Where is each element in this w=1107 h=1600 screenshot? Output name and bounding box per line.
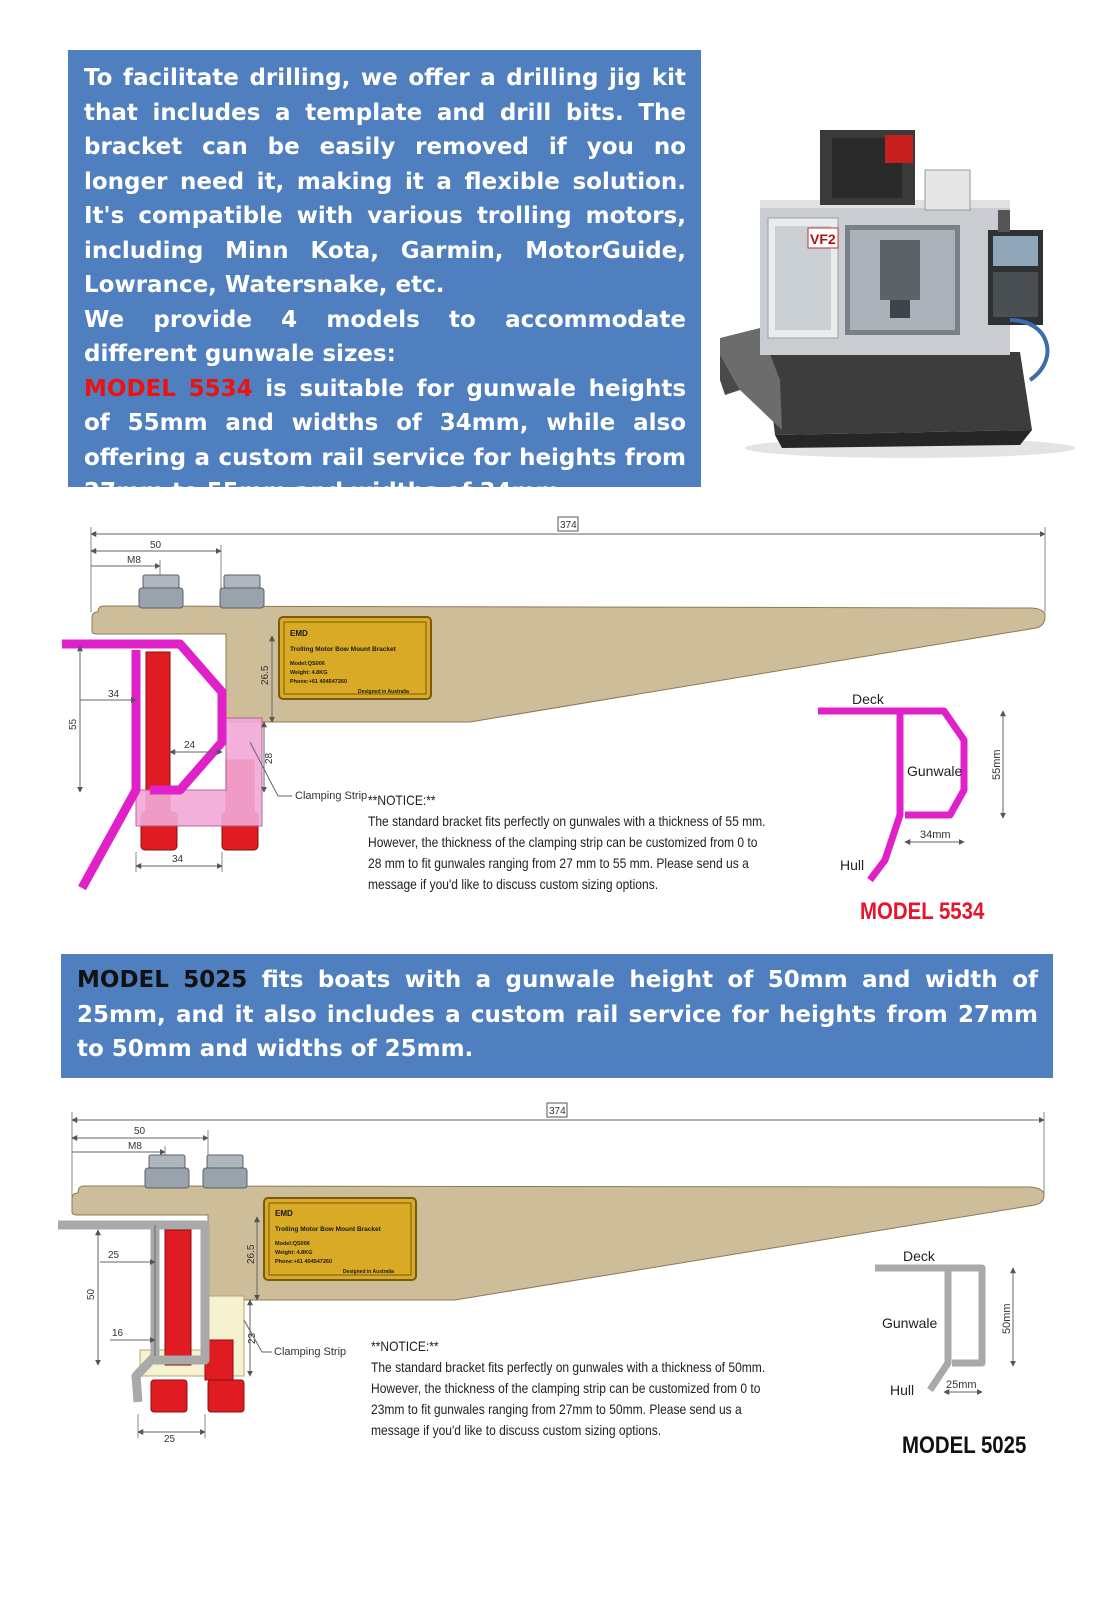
model-5025-name: MODEL 5025 [77,967,248,993]
profile-hull-label: Hull [890,1382,915,1398]
plate-designed: Designed in Australia [358,689,409,695]
profile-gunwale-label: Gunwale [907,763,963,779]
plate-title: Trolling Motor Bow Mount Bracket [275,1226,381,1233]
notice-5534 [368,790,766,895]
profile-height-dim: 50mm [1001,1303,1013,1334]
notice-5025-line-1: The standard bracket fits perfectly on gunwales with a thickness of 50mm. [371,1359,766,1375]
plate-phone: Phone:+61 404547260 [275,1259,333,1265]
dim-55: 55 [68,718,79,730]
intro-paragraph-3 [84,372,686,510]
dim-24: 24 [184,740,196,751]
notice-5534-line-3: 28 mm to fit gunwales ranging from 27 mm to 55 mm. Please send us a [368,855,749,871]
notice-5025-line-2: However, the thickness of the clamping strip can be customized from 0 to [371,1380,761,1396]
plate-phone: Phone:+61 404547260 [290,679,348,685]
notice-5025-line-3: 23mm to fit gunwales ranging from 27mm to 50mm. Please send us a [371,1401,742,1417]
machine-badge: VF2 [810,231,836,247]
intro-paragraph-1: To facilitate drilling, we offer a drilling jig kit that includes a template and drill bits. The bracket can be easily removed if you no longer need it, making it a flexible solution. It's compatible with various trolling motors, including Minn Kota, Garmin, MotorGuide, Lowrance, Watersnake, etc. [84,65,686,298]
clamping-strip-label: Clamping Strip [295,790,368,802]
dim-16: 16 [112,1328,124,1339]
nut-right [220,575,264,608]
plate-brand: EMD [290,629,308,638]
dim-26-5: 26.5 [246,1244,257,1264]
dim-m8: M8 [127,555,141,566]
dim-50: 50 [150,540,162,551]
intro-text-box [68,50,701,505]
plate-title: Trolling Motor Bow Mount Bracket [290,646,396,653]
model-5025-text-box [61,954,1053,1078]
notice-5025-title: **NOTICE:** [371,1338,439,1354]
model-5534-name: MODEL 5534 [84,375,253,402]
dim-25-bottom: 25 [164,1434,176,1445]
dim-25-top: 25 [108,1250,120,1261]
notice-5534-title: **NOTICE:** [368,792,436,808]
notice-5025 [371,1336,765,1441]
notice-5025-line-4: message if you'd like to discuss custom sizing options. [371,1422,662,1438]
cnc-machine-image [720,130,1080,460]
notice-5534-line-2: However, the thickness of the clamping strip can be customized from 0 to [368,834,758,850]
dim-374: 374 [560,520,577,531]
model-5025-label: MODEL 5025 [902,1432,1027,1459]
nut-left [145,1155,189,1188]
notice-5534-line-4: message if you'd like to discuss custom sizing options. [368,876,659,892]
model-5534-label: MODEL 5534 [860,898,985,925]
profile-gunwale-label: Gunwale [882,1315,938,1331]
nut-right [203,1155,247,1188]
plate-weight: Weight: 4.8KG [275,1250,313,1256]
model-5534-description: is suitable for gunwale heights of 55mm and widths of 34mm, while also offering a custom rail service for heights from 27mm to 55mm and widths of 34mm. [84,375,687,505]
plate-weight: Weight: 4.8KG [290,670,328,676]
intro-paragraph-2: We provide 4 models to accommodate different gunwale sizes: [84,306,686,367]
dim-374: 374 [549,1106,566,1117]
plate-model: Model:QS006 [275,1241,310,1247]
dim-34-top: 34 [108,689,120,700]
dim-28: 28 [264,752,275,764]
notice-5534-line-1: The standard bracket fits perfectly on gunwales with a thickness of 55 mm. [368,813,766,829]
profile-deck-label: Deck [852,691,884,707]
plate-designed: Designed in Australia [343,1269,394,1275]
plate-model: Model:QS006 [290,661,325,667]
model-5025-description: fits boats with a gunwale height of 50mm and width of 25mm, and it also includes a custom rail service for heights from 27mm to 50mm and widths of 25mm. [77,967,1039,1062]
dim-m8: M8 [128,1141,142,1152]
profile-height-dim: 55mm [991,749,1003,780]
clamping-strip-label: Clamping Strip [274,1346,347,1358]
dim-23: 23 [247,1332,258,1344]
plate-brand: EMD [275,1209,293,1218]
nut-left [139,575,183,608]
profile-hull-label: Hull [840,857,865,873]
profile-width-dim: 25mm [946,1379,977,1391]
dim-34-bottom: 34 [172,854,184,865]
dim-50-side: 50 [86,1288,97,1300]
dim-50: 50 [134,1126,146,1137]
profile-width-dim: 34mm [920,829,951,841]
dim-26-5: 26.5 [260,665,271,685]
profile-deck-label: Deck [903,1248,935,1264]
